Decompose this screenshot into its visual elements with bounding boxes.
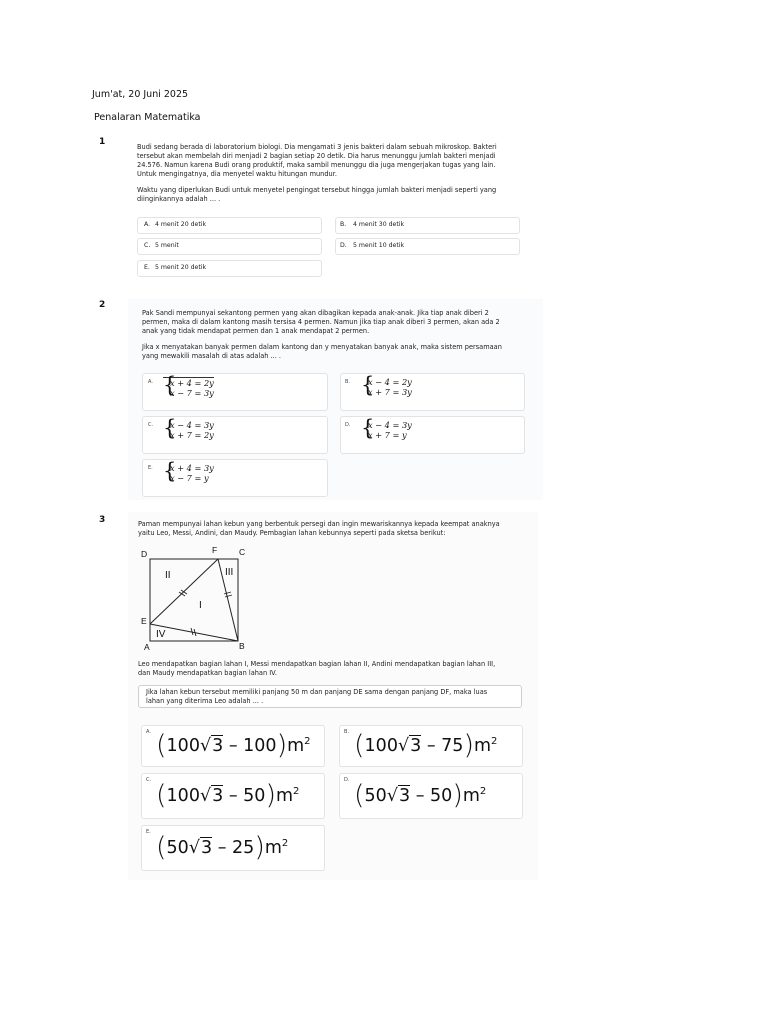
question-number-3: 3 bbox=[99, 515, 106, 525]
q2-option-b-system: { x − 4 = 2y x + 7 = 3y bbox=[361, 373, 412, 397]
q2-option-a-system: { x + 4 = 2y x − 7 = 3y bbox=[163, 373, 214, 398]
square-land-figure bbox=[138, 544, 258, 654]
q2-option-b[interactable]: B. { x − 4 = 2y x + 7 = 3y bbox=[340, 373, 525, 411]
q2-option-c-system: { x − 4 = 3y x + 7 = 2y bbox=[163, 416, 214, 440]
q2-question: Jika x menyatakan banyak permen dalam kantong dan y menyatakan banyak anak, maka sistem persamaan yang mewakili masalah di atas adalah ... . bbox=[142, 343, 502, 360]
region-label-iv: IV bbox=[156, 629, 166, 640]
q3-option-c-expression: $(100√3 - 50)m^2$ bbox=[156, 780, 300, 811]
vertex-label-b: B bbox=[239, 641, 245, 651]
vertex-label-c: C bbox=[239, 547, 246, 557]
region-label-ii: II bbox=[165, 570, 171, 581]
q1-option-e[interactable]: E. 5 menit 20 detik bbox=[137, 260, 322, 277]
q2-text: Pak Sandi mempunyai sekantong permen yang akan dibagikan kepada anak-anak. Jika tiap anak diberi 2 permen, maka di dalam kantong masih tersisa 4 permen. Namun jika tiap anak diberi 3 permen, akan ada 2 anak yang tidak mendapat permen dan 1 anak mendapat 2 permen. bbox=[142, 309, 500, 335]
vertex-label-e: E bbox=[141, 616, 147, 626]
q3-question-box: Jika lahan kebun tersebut memiliki panjang 50 m dan panjang DE sama dengan panjang DF, maka luas lahan yang diterima Leo adalah ... . bbox=[138, 685, 522, 708]
region-label-iii: III bbox=[225, 567, 234, 578]
q3-option-e-expression: $(50√3 - 25)m^2$ bbox=[156, 832, 289, 863]
q1-option-a[interactable]: A. 4 menit 20 detik bbox=[137, 217, 322, 234]
q2-option-c[interactable]: C. { x − 4 = 3y x + 7 = 2y bbox=[142, 416, 328, 454]
q2-option-d-system: { x − 4 = 3y x + 7 = y bbox=[361, 416, 412, 440]
q1-option-d[interactable]: D. 5 menit 10 detik bbox=[335, 238, 520, 255]
q3-option-c[interactable]: C. $(100√3 - 50)m^2$ bbox=[141, 773, 325, 819]
q1-question: Waktu yang diperlukan Budi untuk menyetel pengingat tersebut hingga jumlah bakteri menjadi seperti yang diinginkannya adalah ... . bbox=[137, 186, 497, 203]
q2-option-d[interactable]: D. { x − 4 = 3y x + 7 = y bbox=[340, 416, 525, 454]
q3-text: Paman mempunyai lahan kebun yang berbentuk persegi dan ingin mewariskannya kepada keempat anaknya yaitu Leo, Messi, Andini, dan Maudy. Pembagian lahan kebunnya seperti pada sketsa berikut: bbox=[138, 520, 500, 537]
vertex-label-f: F bbox=[212, 545, 218, 555]
q1-text: Budi sedang berada di laboratorium biologi. Dia mengamati 3 jenis bakteri dalam sebuah mikroskop. Bakteri tersebut akan membelah diri menjadi 2 bagian setiap 20 detik. Dia harus menunggu jumlah bakteri menjadi 24.576. Namun karena Budi orang produktif, maka sambil menunggu dia juga mengerjakan tugas yang lain. Untuk mengingatnya, dia menyetel waktu hitungan mundur. bbox=[137, 143, 497, 178]
question-number-2: 2 bbox=[99, 300, 106, 310]
q3-option-d[interactable]: D. $(50√3 - 50)m^2$ bbox=[339, 773, 523, 819]
q3-option-e[interactable]: E. $(50√3 - 25)m^2$ bbox=[141, 825, 325, 871]
question-number-1: 1 bbox=[99, 137, 106, 147]
document-subject: Penalaran Matematika bbox=[94, 112, 201, 123]
vertex-label-a: A bbox=[144, 642, 150, 652]
q3-option-a[interactable]: A. $(100√3 - 100)m^2$ bbox=[141, 725, 325, 767]
q2-option-e[interactable]: E. { x + 4 = 3y x − 7 = y bbox=[142, 459, 328, 497]
q3-option-b[interactable]: B. $(100√3 - 75)m^2$ bbox=[339, 725, 523, 767]
q1-option-b[interactable]: B. 4 menit 30 detik bbox=[335, 217, 520, 234]
q3-after-text: Leo mendapatkan bagian lahan I, Messi mendapatkan bagian lahan II, Andini mendapatkan bagian lahan III, dan Maudy mendapatkan bagian lahan IV. bbox=[138, 660, 496, 677]
q3-option-b-expression: $(100√3 - 75)m^2$ bbox=[354, 730, 498, 761]
q2-option-e-system: { x + 4 = 3y x − 7 = y bbox=[163, 459, 214, 483]
document-date: Jum'at, 20 Juni 2025 bbox=[92, 89, 189, 100]
region-label-i: I bbox=[199, 600, 202, 611]
q2-option-a[interactable]: A. { x + 4 = 2y x − 7 = 3y bbox=[142, 373, 328, 411]
q3-option-a-expression: $(100√3 - 100)m^2$ bbox=[156, 730, 311, 761]
q1-option-c[interactable]: C. 5 menit bbox=[137, 238, 322, 255]
vertex-label-d: D bbox=[141, 549, 148, 559]
q3-option-d-expression: $(50√3 - 50)m^2$ bbox=[354, 780, 487, 811]
